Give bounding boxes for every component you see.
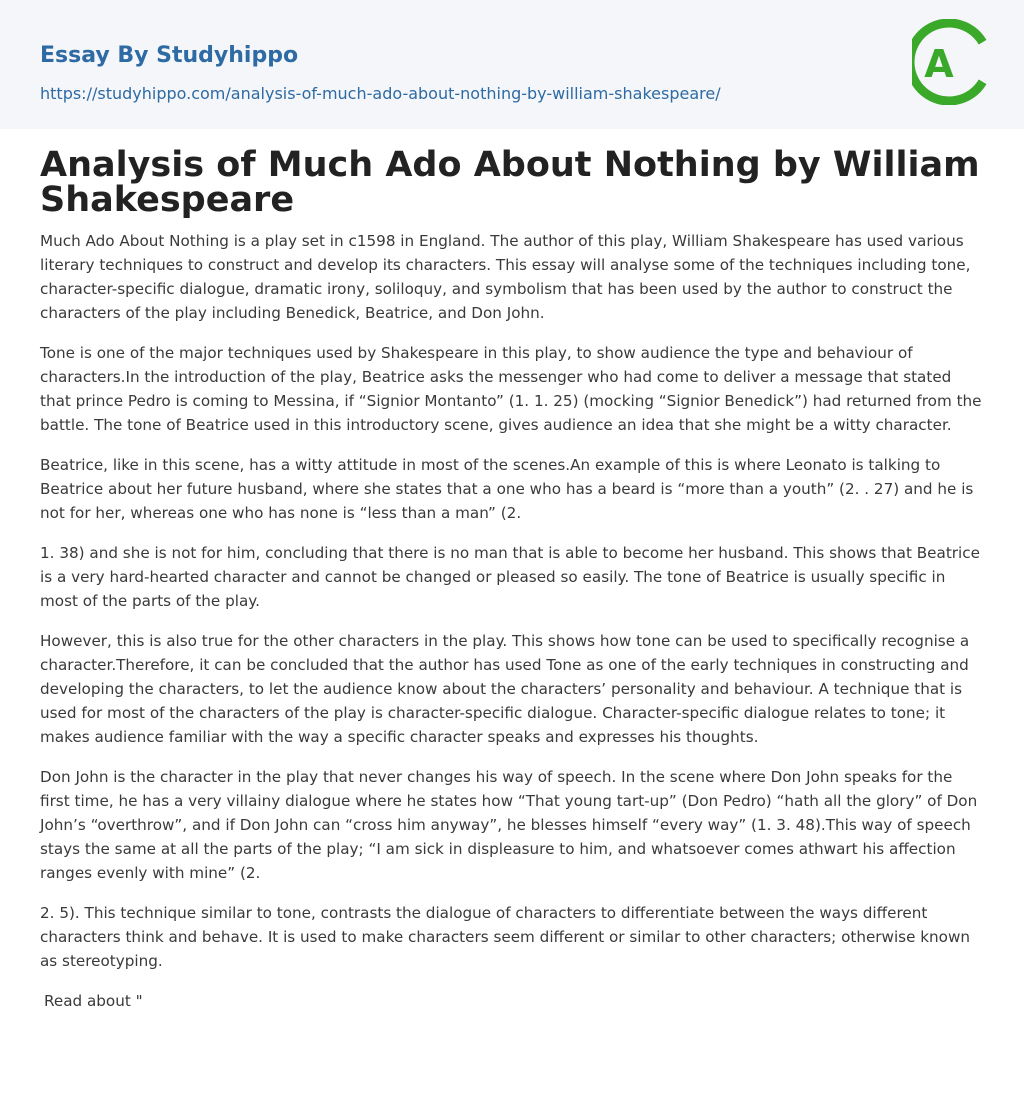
essay-body — [40, 229, 984, 1029]
essay-paragraph: 1. 38) and she is not for him, concluding that there is no man that is able to become her husband. This shows that Beatrice is a very hard-hearted character and cannot be changed or pleased so easily. The tone of Beatrice is usually specific in most of the parts of the play. — [40, 544, 980, 610]
brand-title[interactable]: Essay By Studyhippo — [40, 43, 299, 68]
essay-paragraph: Much Ado About Nothing is a play set in c1598 in England. The author of this play, William Shakespeare has used various literary techniques to construct and develop its characters. This essay will analyse some of the techniques including tone, character-specific dialogue, dramatic irony, soliloquy, and symbolism that has been used by the author to construct the characters of the play including Benedick, Beatrice, and Don John. — [40, 232, 971, 322]
essay-paragraph: 2. 5). This technique similar to tone, contrasts the dialogue of characters to differentiate between the ways different characters think and behave. It is used to make characters seem different or similar to other characters; otherwise known as stereotyping. — [40, 904, 971, 970]
essay-paragraph: Tone is one of the major techniques used by Shakespeare in this play, to show audience the type and behaviour of characters.In the introduction of the play, Beatrice asks the messenger who had come to deliver a message that stated that prince Pedro is coming to Messina, if “Signior Montanto” (1. 1. 25) (mocking “Signior Benedick”) had returned from the battle. The tone of Beatrice used in this introductory scene, gives audience an idea that she might be a witty character. — [40, 344, 982, 434]
essay-paragraph: However, this is also true for the other characters in the play. This shows how tone can be used to specifically recognise a character.Therefore, it can be concluded that the author has used Tone as one of the early techniques in constructing and developing the characters, to let the audience know about the characters’ personality and behaviour. A technique that is used for most of the characters of the play is character-specific dialogue. Character-specific dialogue relates to tone; it makes audience familiar with the way a specific character speaks and expresses his thoughts. — [40, 632, 970, 746]
page-url-link[interactable]: https://studyhippo.com/analysis-of-much-ado-about-nothing-by-william-shakespeare/ — [40, 84, 721, 103]
studyhippo-logo-icon[interactable] — [912, 19, 988, 105]
essay-title: Analysis of Much Ado About Nothing by William Shakespeare — [40, 145, 980, 220]
logo-letter: A — [924, 42, 954, 86]
site-header — [0, 0, 1024, 129]
read-about-link[interactable]: Read about " — [44, 992, 143, 1010]
essay-paragraph: Don John is the character in the play that never changes his way of speech. In the scene where Don John speaks for the first time, he has a very villainy dialogue where he states how “That young tart-up” (Don Pedro) “hath all the glory” of Don John’s “overthrow”, and if Don John can “cross him anyway”, he blesses himself “every way” (1. 3. 48).This way of speech stays the same at all the parts of the play; “I am sick in displeasure to him, and whatsoever comes athwart his affection ranges evenly with mine” (2. — [40, 768, 978, 882]
essay-paragraph: Beatrice, like in this scene, has a witty attitude in most of the scenes.An example of this is where Leonato is talking to Beatrice about her future husband, where she states that a one who has a beard is “more than a youth” (2. . 27) and he is not for her, whereas one who has none is “less than a man” (2. — [40, 456, 974, 522]
